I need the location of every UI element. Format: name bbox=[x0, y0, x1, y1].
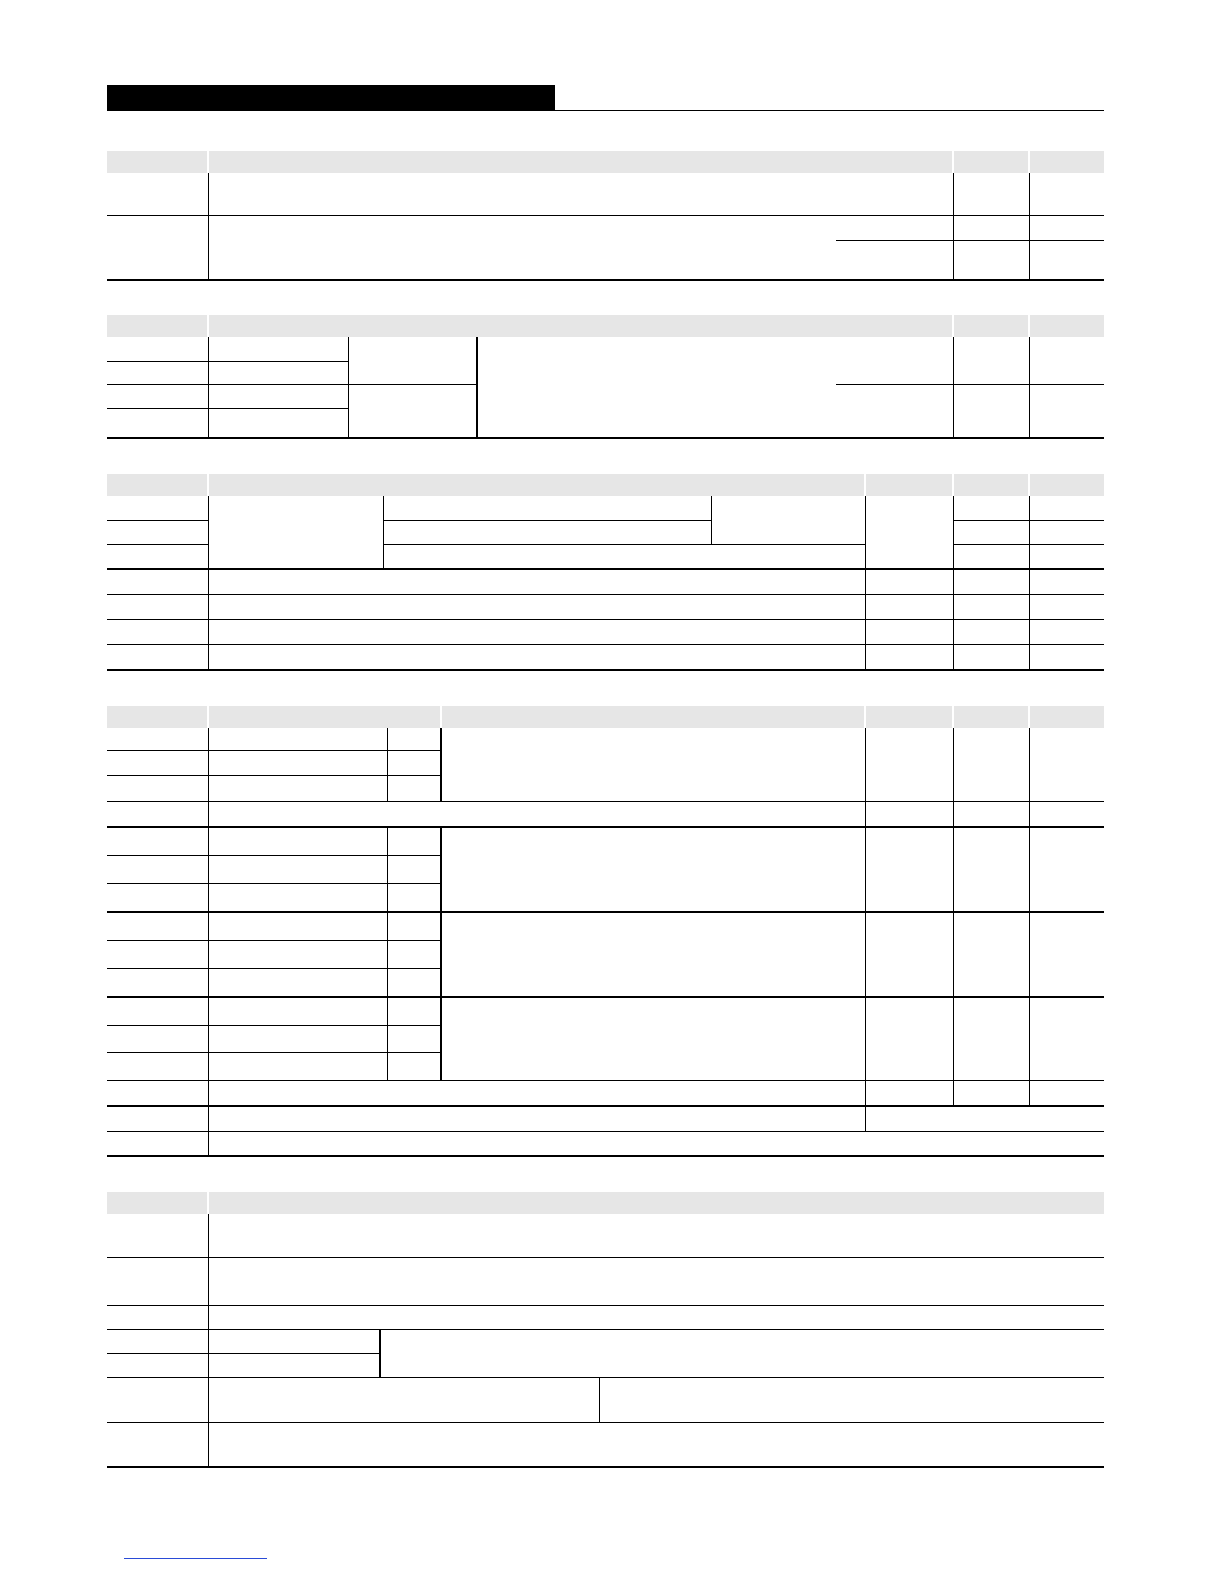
section-3-row-1[interactable] bbox=[107, 520, 208, 521]
section-4-row-15[interactable] bbox=[107, 1131, 1104, 1132]
section-4-row-7[interactable] bbox=[107, 911, 1104, 913]
header-rule bbox=[555, 110, 1104, 111]
section-3-row-4[interactable] bbox=[107, 594, 1104, 595]
section-3-row-6[interactable] bbox=[107, 644, 1104, 645]
section-4-row-11[interactable] bbox=[107, 1025, 441, 1026]
section-3-row-5[interactable] bbox=[107, 619, 1104, 620]
section-5-row-1[interactable] bbox=[107, 1257, 1104, 1258]
section-4-row-12[interactable] bbox=[107, 1052, 441, 1053]
section-5-header bbox=[107, 1192, 1104, 1214]
section-4-row-1[interactable] bbox=[107, 750, 441, 751]
section-4-header bbox=[107, 706, 1104, 728]
section-3-row-2[interactable] bbox=[107, 544, 208, 545]
section-4-row-3[interactable] bbox=[107, 801, 1104, 802]
section-4-row-14[interactable] bbox=[107, 1105, 1104, 1107]
section-5-row-6[interactable] bbox=[107, 1422, 1104, 1423]
section-5-bottom-rule bbox=[107, 1466, 1104, 1468]
section-1-row-1[interactable] bbox=[107, 215, 1104, 216]
section-5-row-3[interactable] bbox=[107, 1329, 1104, 1330]
section-5-row-5[interactable] bbox=[107, 1377, 1104, 1378]
section-1-row-2[interactable] bbox=[836, 240, 1104, 241]
section-4-row-5[interactable] bbox=[107, 855, 441, 856]
section-3-header bbox=[107, 474, 1104, 496]
section-2-bottom-rule bbox=[107, 437, 1104, 439]
section-4-row-9[interactable] bbox=[107, 968, 441, 969]
section-4-row-2[interactable] bbox=[107, 775, 441, 776]
section-3-row-3[interactable] bbox=[107, 568, 1104, 570]
section-5-row-2[interactable] bbox=[107, 1305, 1104, 1306]
section-4-bottom-rule bbox=[107, 1155, 1104, 1157]
section-4-row-13[interactable] bbox=[107, 1080, 1104, 1081]
footer-link[interactable] bbox=[124, 1558, 267, 1559]
section-4-row-8[interactable] bbox=[107, 940, 441, 941]
section-1-header bbox=[107, 151, 1104, 173]
section-1-bottom-rule bbox=[107, 279, 1104, 281]
header-title-bar bbox=[107, 85, 555, 111]
section-3-bottom-rule bbox=[107, 669, 1104, 671]
section-2-row-1[interactable] bbox=[107, 361, 348, 362]
section-5-row-4[interactable] bbox=[107, 1353, 379, 1354]
section-4-row-10[interactable] bbox=[107, 996, 1104, 998]
section-1-label-divider bbox=[208, 173, 209, 279]
section-2-header bbox=[107, 315, 1104, 337]
section-2-row-3[interactable] bbox=[107, 408, 348, 409]
section-2-row-2[interactable] bbox=[107, 384, 477, 385]
section-4-row-6[interactable] bbox=[107, 883, 441, 884]
section-4-row-4[interactable] bbox=[107, 826, 1104, 828]
